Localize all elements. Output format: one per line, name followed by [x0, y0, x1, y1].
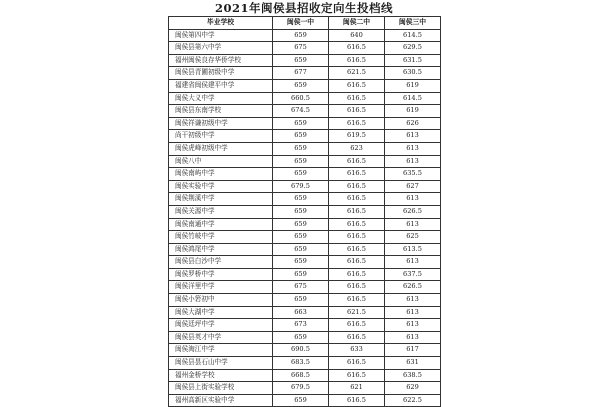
school-cell: 闽侯第四中学	[169, 29, 273, 42]
table-row	[169, 294, 441, 307]
school-cell: 福州高新区实验中学	[169, 394, 273, 407]
score-no3-cell: 626	[385, 117, 441, 130]
score-no1-cell: 659	[273, 231, 329, 244]
score-no3-cell: 613	[385, 294, 441, 307]
score-no1-cell: 659	[273, 294, 329, 307]
score-no3-cell: 626.5	[385, 281, 441, 294]
school-cell: 福建省闽侯建平中学	[169, 79, 273, 92]
score-no1-cell: 659	[273, 54, 329, 67]
table-row	[169, 256, 441, 269]
school-cell: 闽侯竹岐中学	[169, 231, 273, 244]
score-no3-cell: 613	[385, 130, 441, 143]
table-row	[169, 79, 441, 92]
score-no3-cell: 613	[385, 319, 441, 332]
school-cell: 闽侯县英才中学	[169, 331, 273, 344]
school-cell: 闽侯县第六中学	[169, 42, 273, 55]
school-cell: 闽侯罗桥中学	[169, 268, 273, 281]
score-no2-cell: 616.5	[329, 79, 385, 92]
school-cell: 闽侯洋里中学	[169, 281, 273, 294]
header-minhou-no1: 闽侯一中	[273, 17, 329, 30]
score-no1-cell: 673	[273, 319, 329, 332]
score-no2-cell: 616.5	[329, 155, 385, 168]
score-no1-cell: 677	[273, 67, 329, 80]
score-no3-cell: 637.5	[385, 268, 441, 281]
score-no1-cell: 659	[273, 218, 329, 231]
score-no2-cell: 633	[329, 344, 385, 357]
document-sheet	[168, 0, 440, 404]
table-row	[169, 205, 441, 218]
table-row	[169, 357, 441, 370]
score-no2-cell: 616.5	[329, 205, 385, 218]
table-row	[169, 105, 441, 118]
table-row	[169, 268, 441, 281]
score-no1-cell: 679.5	[273, 180, 329, 193]
score-no1-cell: 659	[273, 193, 329, 206]
table-row	[169, 306, 441, 319]
table-row	[169, 382, 441, 395]
table-row	[169, 281, 441, 294]
school-cell: 闽侯鸿尾中学	[169, 243, 273, 256]
score-no2-cell: 616.5	[329, 193, 385, 206]
table-row	[169, 218, 441, 231]
score-no2-cell: 616.5	[329, 243, 385, 256]
score-no2-cell: 616.5	[329, 281, 385, 294]
score-no1-cell: 659	[273, 268, 329, 281]
table-row	[169, 42, 441, 55]
score-no3-cell: 631.5	[385, 54, 441, 67]
table-row	[169, 142, 441, 155]
table-row	[169, 394, 441, 407]
school-cell: 闽侯县东南学校	[169, 105, 273, 118]
score-no1-cell: 659	[273, 130, 329, 143]
table-row	[169, 243, 441, 256]
score-no3-cell: 613.5	[385, 243, 441, 256]
score-no2-cell: 616.5	[329, 357, 385, 370]
score-no1-cell: 674.5	[273, 105, 329, 118]
school-cell: 尚干初级中学	[169, 130, 273, 143]
school-cell: 闽侯廷坪中学	[169, 319, 273, 332]
score-no3-cell: 613	[385, 256, 441, 269]
score-no2-cell: 619.5	[329, 130, 385, 143]
score-no2-cell: 640	[329, 29, 385, 42]
table-row	[169, 92, 441, 105]
table-row	[169, 117, 441, 130]
score-no3-cell: 613	[385, 306, 441, 319]
table-row	[169, 54, 441, 67]
header-minhou-no3: 闽侯三中	[385, 17, 441, 30]
score-no3-cell: 635.5	[385, 168, 441, 181]
score-no1-cell: 675	[273, 281, 329, 294]
score-no2-cell: 616.5	[329, 218, 385, 231]
score-no3-cell: 629.5	[385, 42, 441, 55]
score-no3-cell: 613	[385, 331, 441, 344]
score-no3-cell: 629	[385, 382, 441, 395]
header-minhou-no2: 闽侯二中	[329, 17, 385, 30]
score-no3-cell: 619	[385, 105, 441, 118]
score-no2-cell: 616.5	[329, 117, 385, 130]
table-row	[169, 344, 441, 357]
score-no2-cell: 616.5	[329, 54, 385, 67]
score-no3-cell: 614.5	[385, 92, 441, 105]
score-no1-cell: 659	[273, 117, 329, 130]
document-title: 2021年闽侯县招收定向生投档线	[214, 1, 393, 15]
score-no1-cell: 659	[273, 29, 329, 42]
school-cell: 闽侯小箬初中	[169, 294, 273, 307]
table-row	[169, 155, 441, 168]
school-cell: 闽侯关源中学	[169, 205, 273, 218]
school-cell: 福州闽侯良存华侨学校	[169, 54, 273, 67]
score-no2-cell: 616.5	[329, 105, 385, 118]
score-no3-cell: 617	[385, 344, 441, 357]
score-no2-cell: 616.5	[329, 180, 385, 193]
admission-score-table	[168, 16, 441, 407]
score-no2-cell: 616.5	[329, 319, 385, 332]
score-no3-cell: 613	[385, 218, 441, 231]
table-body	[169, 29, 441, 407]
school-cell: 闽侯县昙石山中学	[169, 357, 273, 370]
table-row	[169, 193, 441, 206]
score-no2-cell: 616.5	[329, 256, 385, 269]
score-no1-cell: 690.5	[273, 344, 329, 357]
score-no1-cell: 659	[273, 142, 329, 155]
score-no3-cell: 625	[385, 231, 441, 244]
school-cell: 闽侯实验中学	[169, 180, 273, 193]
score-no3-cell: 622.5	[385, 394, 441, 407]
score-no1-cell: 660.5	[273, 92, 329, 105]
school-cell: 闽侯大湖中学	[169, 306, 273, 319]
score-no1-cell: 659	[273, 331, 329, 344]
score-no2-cell: 621	[329, 382, 385, 395]
score-no2-cell: 621.5	[329, 306, 385, 319]
score-no3-cell: 613	[385, 142, 441, 155]
school-cell: 闽侯淘江中学	[169, 344, 273, 357]
score-no3-cell: 619	[385, 79, 441, 92]
score-no1-cell: 659	[273, 256, 329, 269]
score-no2-cell: 616.5	[329, 369, 385, 382]
score-no3-cell: 613	[385, 155, 441, 168]
table-header-row	[169, 17, 441, 30]
school-cell: 闽侯虎峰初级中学	[169, 142, 273, 155]
score-no2-cell: 616.5	[329, 394, 385, 407]
score-no3-cell: 613	[385, 193, 441, 206]
score-no1-cell: 659	[273, 205, 329, 218]
score-no1-cell: 675	[273, 42, 329, 55]
school-cell: 闽侯荆溪中学	[169, 193, 273, 206]
score-no3-cell: 627	[385, 180, 441, 193]
score-no2-cell: 616.5	[329, 231, 385, 244]
score-no3-cell: 614.5	[385, 29, 441, 42]
score-no2-cell: 623	[329, 142, 385, 155]
school-cell: 闽侯县白沙中学	[169, 256, 273, 269]
score-no3-cell: 638.5	[385, 369, 441, 382]
school-cell: 闽侯南通中学	[169, 218, 273, 231]
score-no1-cell: 668.5	[273, 369, 329, 382]
score-no1-cell: 659	[273, 243, 329, 256]
school-cell: 闽侯大义中学	[169, 92, 273, 105]
school-cell: 闽侯县青圃初级中学	[169, 67, 273, 80]
score-no1-cell: 679.5	[273, 382, 329, 395]
school-cell: 闽侯八中	[169, 155, 273, 168]
table-row	[169, 331, 441, 344]
score-no2-cell: 616.5	[329, 92, 385, 105]
score-no1-cell: 659	[273, 79, 329, 92]
score-no3-cell: 626.5	[385, 205, 441, 218]
table-row	[169, 67, 441, 80]
score-no2-cell: 621.5	[329, 67, 385, 80]
school-cell: 福州金桥学校	[169, 369, 273, 382]
table-row	[169, 369, 441, 382]
table-row	[169, 180, 441, 193]
score-no3-cell: 630.5	[385, 67, 441, 80]
school-cell: 闽侯南屿中学	[169, 168, 273, 181]
table-row	[169, 130, 441, 143]
score-no2-cell: 616.5	[329, 268, 385, 281]
school-cell: 闽侯祥谦初级中学	[169, 117, 273, 130]
score-no2-cell: 616.5	[329, 42, 385, 55]
score-no2-cell: 616.5	[329, 331, 385, 344]
table-row	[169, 319, 441, 332]
score-no1-cell: 659	[273, 155, 329, 168]
school-cell: 闽侯县上街实验学校	[169, 382, 273, 395]
table-row	[169, 29, 441, 42]
score-no2-cell: 616.5	[329, 168, 385, 181]
score-no1-cell: 683.5	[273, 357, 329, 370]
score-no3-cell: 631	[385, 357, 441, 370]
table-row	[169, 168, 441, 181]
score-no1-cell: 663	[273, 306, 329, 319]
table-row	[169, 231, 441, 244]
score-no2-cell: 616.5	[329, 294, 385, 307]
score-no1-cell: 659	[273, 168, 329, 181]
score-no1-cell: 659	[273, 394, 329, 407]
header-school: 毕业学校	[169, 17, 273, 30]
